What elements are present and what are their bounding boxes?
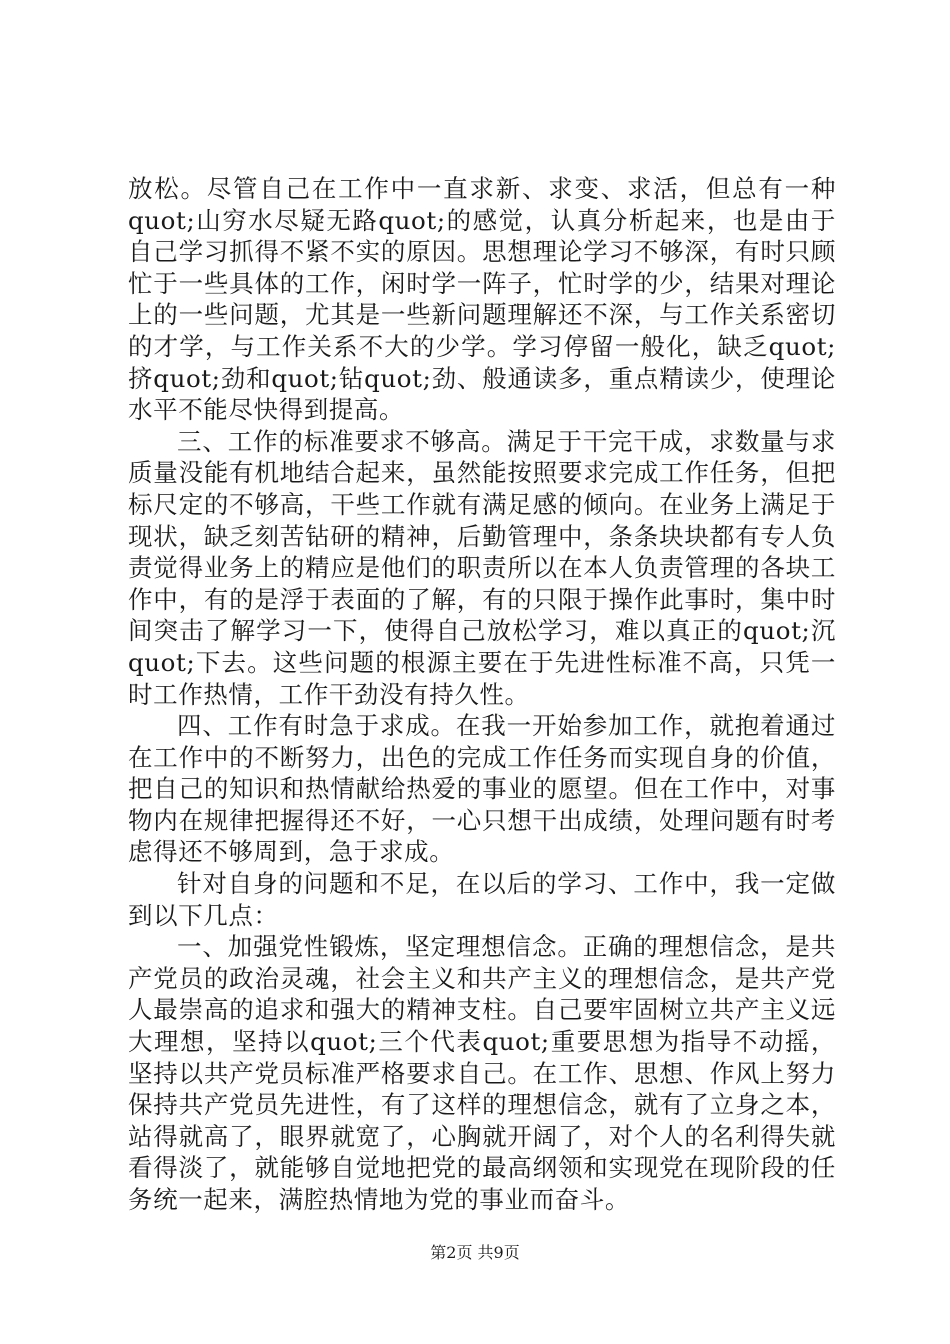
document-body — [128, 173, 836, 1216]
paragraph-2: 三、工作的标准要求不够高。满足于干完干成，求数量与求质量没能有机地结合起来，虽然能按照要求完成工作任务，但把标尺定的不够高，干些工作就有满足感的倾向。在业务上满足于现状，缺乏刻苦钻研的精神，后勤管理中，条条块块都有专人负责觉得业务上的精应是他们的职责所以在本人负责管理的各块工作中，有的是浮于表面的了解，有的只限于操作此事时，集中时间突击了解学习一下，使得自己放松学习，难以真正的quot;沉quot;下去。这些问题的根源主要在于先进性标准不高，只凭一时工作热情，工作干劲没有持久性。 — [128, 426, 836, 709]
page-footer — [0, 1240, 950, 1263]
paragraph-4: 针对自身的问题和不足，在以后的学习、工作中，我一定做到以下几点： — [128, 869, 836, 930]
paragraph-5: 一、加强党性锻炼，坚定理想信念。正确的理想信念，是共产党员的政治灵魂，社会主义和共产主义的理想信念，是共产党人最崇高的追求和强大的精神支柱。自己要牢固树立共产主义远大理想，坚持以quot;三个代表quot;重要思想为指导不动摇，坚持以共产党员标准严格要求自己。在工作、思想、作风上努力保持共产党员先进性，有了这样的理想信念，就有了立身之本，站得就高了，眼界就宽了，心胸就开阔了，对个人的名利得失就看得淡了，就能够自觉地把党的最高纲领和实现党在现阶段的任务统一起来，满腔热情地为党的事业而奋斗。 — [128, 932, 836, 1214]
paragraph-1: 放松。尽管自己在工作中一直求新、求变、求活，但总有一种quot;山穷水尽疑无路quot;的感觉，认真分析起来，也是由于自己学习抓得不紧不实的原因。思想理论学习不够深，有时只顾忙于一些具体的工作，闲时学一阵子，忙时学的少，结果对理论上的一些问题，尤其是一些新问题理解还不深，与工作关系密切的才学，与工作关系不大的少学。学习停留一般化，缺乏quot;挤quot;劲和quot;钻quot;劲、般通读多，重点精读少，使理论水平不能尽快得到提高。 — [128, 174, 836, 425]
paragraph-3: 四、工作有时急于求成。在我一开始参加工作，就抱着通过在工作中的不断努力，出色的完成工作任务而实现自身的价值，把自己的知识和热情献给热爱的事业的愿望。但在工作中，对事物内在规律把握得还不好，一心只想干出成绩，处理问题有时考虑得还不够周到，急于求成。 — [128, 711, 836, 867]
page-number: 第2页 共9页 — [430, 1243, 520, 1262]
